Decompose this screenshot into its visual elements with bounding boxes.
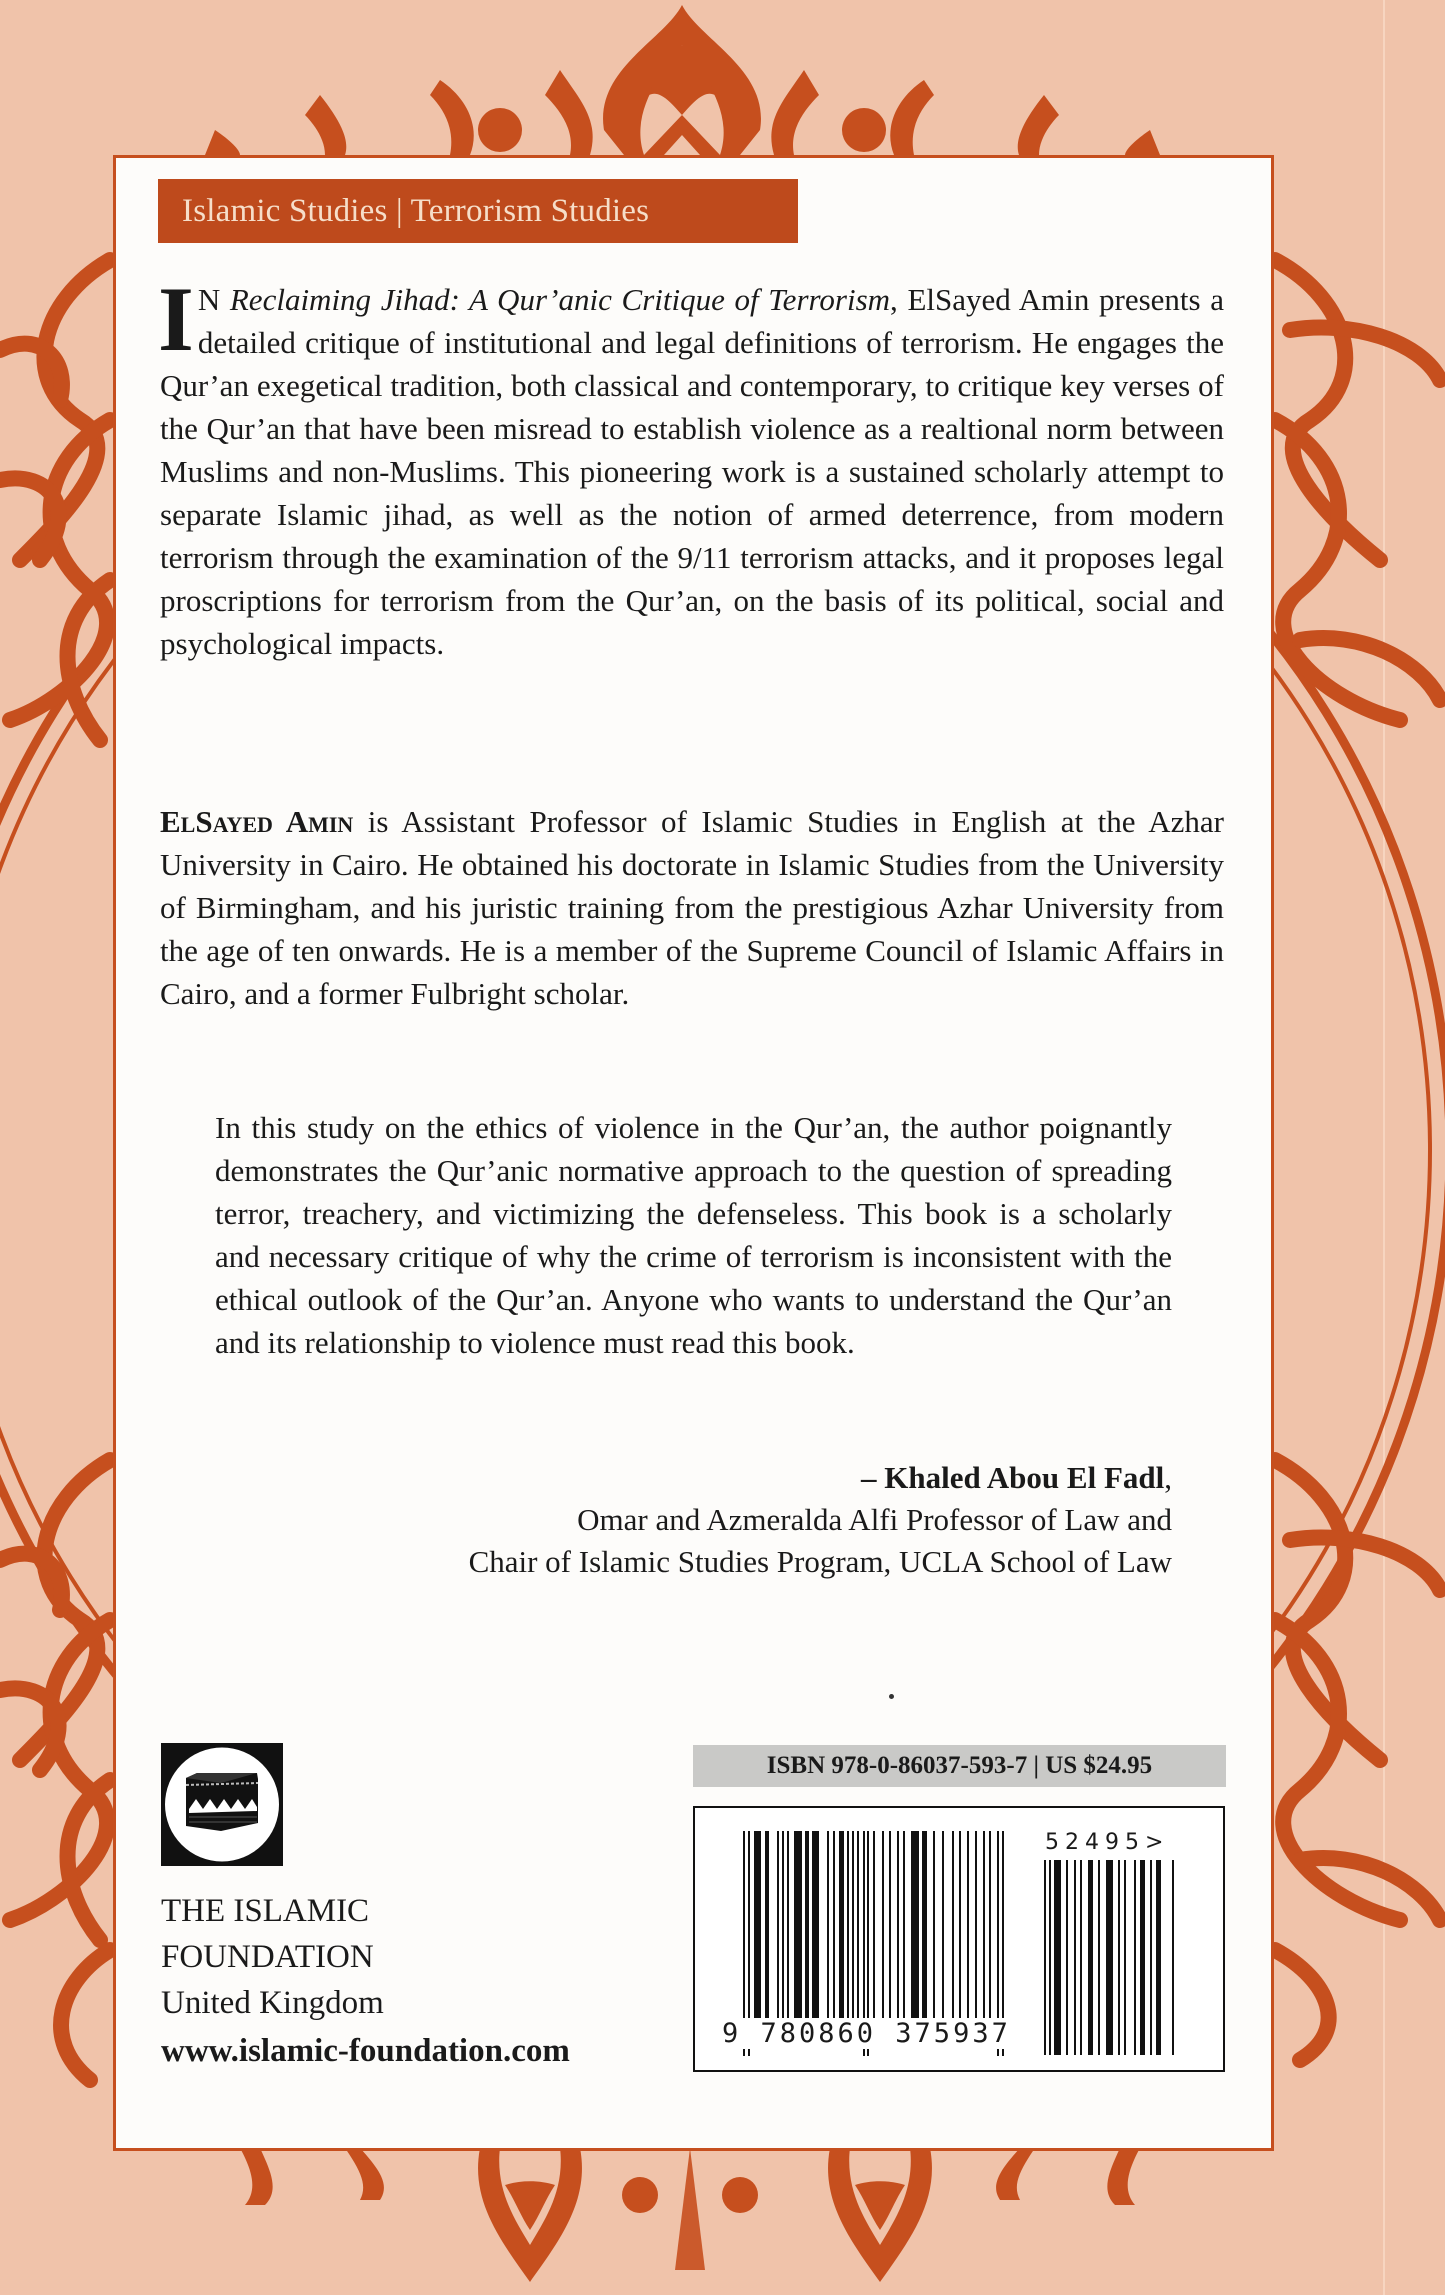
publisher-name-line1: THE ISLAMIC <box>161 1893 370 1929</box>
ean-digits: 9 780860 375937 <box>722 2018 1011 2049</box>
kaaba-icon <box>161 1743 283 1866</box>
endorser-title-line1: Omar and Azmeralda Alfi Professor of Law and <box>577 1502 1172 1537</box>
author-bio <box>160 800 1224 1015</box>
endorser-name-comma: , <box>1164 1460 1172 1495</box>
endorsement-quote: In this study on the ethics of violence in the Qur’an, the author poignantly demonstrates the Qur’anic normative approach to the question of spreading terror, treachery, and victimizing the defenseless. This book is a scholarly and necessary critique of why the crime of terrorism is inconsistent with the ethical outlook of the Qur’an. Anyone who wants to understand the Qur’an and its relationship to violence must read this book. <box>215 1110 1172 1360</box>
drop-cap: I <box>158 268 194 370</box>
description-lead-in: N <box>197 282 230 317</box>
publisher-info <box>161 1888 570 2074</box>
author-bio-text: is Assistant Professor of Islamic Studies in English at the Azhar University in Cairo. He obtained his doctorate in Islamic Studies from the University of Birmingham, and his juristic training from the prestigious Azhar University from the age of ten onwards. He is a member of the Supreme Council of Islamic Affairs in Cairo, and a former Fulbright scholar. <box>160 804 1224 1011</box>
publisher-name-line2: FOUNDATION <box>161 1939 374 1975</box>
publisher-country: United Kingdom <box>161 1985 384 2021</box>
publisher-website-link[interactable]: www.islamic-foundation.com <box>161 2033 570 2069</box>
addon-digits: 52495> <box>1045 1830 1170 1855</box>
isbn-price-strip: ISBN 978-0-86037-593-7 | US $24.95 <box>693 1745 1226 1787</box>
endorsement-attribution <box>215 1457 1172 1583</box>
book-title: Reclaiming Jihad: A Qur’anic Critique of Terrorism <box>229 282 891 317</box>
category-banner: Islamic Studies | Terrorism Studies <box>158 179 798 243</box>
barcode-box <box>693 1806 1225 2072</box>
addon-barcode-icon <box>1044 1860 1180 2055</box>
print-speck <box>889 1694 894 1699</box>
endorser-name: – Khaled Abou El Fadl <box>861 1460 1165 1495</box>
endorser-title-line2: Chair of Islamic Studies Program, UCLA School of Law <box>468 1544 1172 1579</box>
author-name: ElSayed Amin <box>160 804 354 839</box>
publisher-logo <box>161 1743 283 1866</box>
book-description <box>158 268 1224 665</box>
description-body: , ElSayed Amin presents a detailed critique of institutional and legal definitions of terrorism. He engages the Qur’an exegetical tradition, both classical and contemporary, to critique key verses of the Qur’an that have been misread to establish violence as a realtional norm between Muslims and non-Muslims. This pioneering work is a sustained scholarly attempt to separate Islamic jihad, as well as the notion of armed deterrence, from modern terrorism through the examination of the 9/11 terrorism attacks, and it proposes legal proscriptions for terrorism from the Qur’an, on the basis of its political, social and psychological impacts. <box>160 282 1224 661</box>
